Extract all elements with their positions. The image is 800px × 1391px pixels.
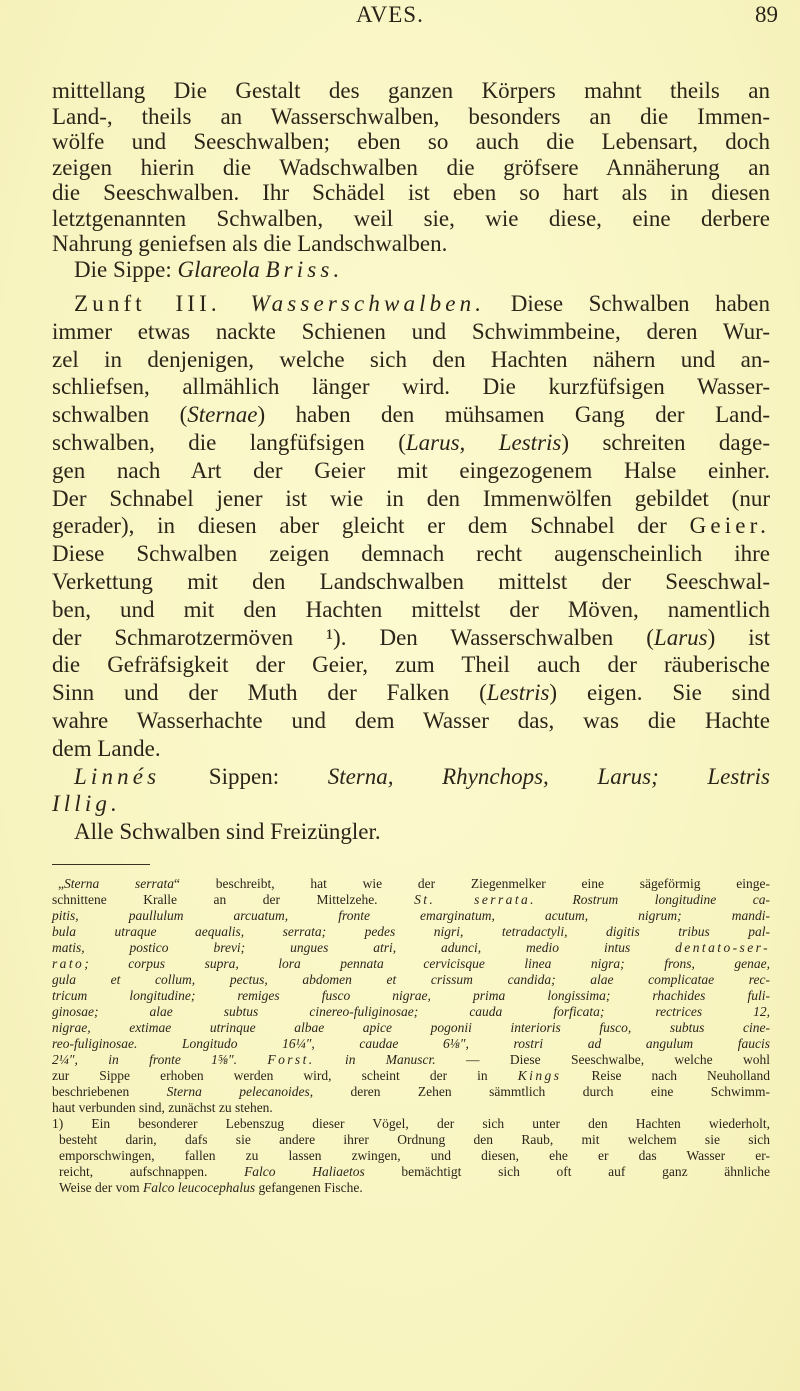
text-line (52, 129, 770, 155)
text-line (52, 180, 770, 206)
text-line (52, 104, 770, 130)
text-segment: Diese Schwalben haben (485, 291, 771, 316)
footnote-line (52, 908, 770, 924)
footnote-divider (52, 864, 150, 865)
italic-text: Falco Haliaetos (244, 1164, 365, 1179)
italic-text: ginosae; alae subtus cinereo-fuliginosae; cauda forficata; rectrices 12, (52, 1004, 770, 1019)
text-segment: ) haben den mühsamen Gang der Land- (257, 402, 770, 428)
text-line (52, 457, 770, 485)
text-segment: die Gefräfsigkeit der Geier, zum Theil auch der räuberische (52, 652, 770, 678)
text-line (52, 763, 770, 791)
text-segment: — Diese Seeschwalbe, welche wohl (435, 1052, 770, 1067)
italic-text: gula et collum, pectus, abdomen et crissum candida; alae complicatae rec- (52, 972, 770, 987)
italic-text: Lestris (486, 680, 550, 706)
text-line (52, 206, 770, 232)
text-line (52, 540, 770, 568)
text-segment: schnittene Kralle an der Mittelzehe. (52, 892, 415, 907)
text-segment: 1) Ein besonderer Lebenszug dieser Vögel, der sich unter den Hachten wiederholt, (52, 1116, 770, 1131)
italic-text: Linnés (74, 763, 161, 789)
italic-text: St. serrata. (414, 892, 536, 907)
footnote-line (52, 940, 770, 956)
text-segment: Weise der vom (59, 1180, 144, 1195)
text-segment: Land-, theils an Wasserschwalben, besonders an die Immen- (52, 103, 770, 129)
text-line (52, 373, 770, 401)
footnote-line (52, 1004, 770, 1020)
italic-text: pitis, paullulum arcuatum, fronte emarginatum, acutum, nigrum; mandi- (52, 908, 770, 923)
text-segment: , deren Zehen sämmtlich durch eine Schwimm- (309, 1084, 770, 1099)
footnote-line (52, 1164, 770, 1180)
italic-text: Kings (517, 1068, 562, 1083)
italic-text: in Manuscr. (314, 1052, 436, 1067)
main-text-paragraph-1 (52, 78, 770, 282)
italic-text: nigrae, extimae utrinque albae apice pogonii interioris fusco, subtus cine- (52, 1020, 770, 1035)
text-segment: letztgenannten Schwalben, weil sie, wie diese, eine derbere (52, 205, 770, 231)
text-line (52, 257, 770, 283)
italic-text: Glareola (177, 256, 266, 282)
spaced-text: Geier. (689, 513, 770, 539)
text-line (52, 735, 770, 763)
footnote-line (52, 892, 770, 908)
footnote-line (52, 1068, 770, 1084)
text-line (52, 624, 770, 652)
text-segment: ) ist (707, 624, 771, 650)
italic-text: dentato-ser- (675, 940, 770, 955)
text-line (52, 318, 770, 346)
text-segment: ) schreiten dage- (561, 429, 770, 455)
text-segment: schwalben, die langfüfsigen ( (52, 429, 406, 455)
footnote-line (52, 972, 770, 988)
text-segment: Der Schnabel jener ist wie in den Immenwölfen gebildet (nur (52, 485, 770, 511)
footnote-line (52, 1084, 770, 1100)
text-segment: zel in denjenigen, welche sich den Hachten nähern und an- (52, 346, 770, 372)
italic-text: rato (52, 956, 85, 971)
italic-text: Sterna, Rhynchops, Larus; Lestris (327, 763, 771, 789)
text-line (52, 78, 770, 104)
text-segment: „ (58, 876, 64, 891)
text-segment: gen nach Art der Geier mit eingezogenem Halse einher. (52, 457, 770, 483)
text-line (52, 679, 770, 707)
italic-text: Illig. (52, 791, 121, 817)
text-line (52, 231, 770, 257)
italic-text: Larus, Lestris (405, 429, 562, 455)
text-segment: schwalben ( (52, 402, 188, 428)
text-segment: haut verbunden sind, zunächst zu stehen. (52, 1100, 273, 1115)
text-line (52, 512, 770, 540)
footnote-line (52, 956, 770, 972)
text-segment: Diese Schwalben zeigen demnach recht augenscheinlich ihre (52, 541, 770, 567)
text-segment: die Seeschwalben. Ihr Schädel ist eben so hart als in diesen (52, 180, 770, 205)
footnotes (52, 876, 770, 1196)
italic-text: Forst. (267, 1052, 315, 1067)
text-segment: mittellang Die Gestalt des ganzen Körpers mahnt theils an (52, 78, 770, 103)
italic-text: Falco leucocephalus (143, 1180, 256, 1195)
footnote-line (52, 1180, 770, 1196)
text-segment: Nahrung geniefsen als die Landschwalben. (52, 231, 448, 256)
text-segment: Sippen: (160, 763, 328, 789)
text-segment: wölfe und Seeschwalben; eben so auch die Lebensart, doch (52, 129, 770, 154)
text-line (52, 290, 770, 318)
footnote-line (52, 1132, 770, 1148)
footnote-line (52, 1100, 770, 1116)
text-segment: reicht, aufschnappen. (59, 1164, 245, 1179)
text-segment: gerader), in diesen aber gleicht er dem Schnabel der (52, 513, 690, 539)
italic-text: Sternae (187, 402, 258, 428)
italic-text: Sterna serrata (64, 876, 175, 891)
text-segment: immer etwas nackte Schienen und Schwimmbeine, deren Wur- (52, 318, 770, 344)
text-line (52, 401, 770, 429)
text-segment: bemächtigt sich oft auf ganz ähnliche (364, 1164, 770, 1179)
text-segment: Sinn und der Muth der Falken ( (52, 680, 487, 706)
text-segment: gefangenen Fische. (255, 1180, 363, 1195)
text-segment: zur Sippe erhoben werden wird, scheint der in (52, 1068, 518, 1083)
italic-text: reo-fuliginosae. Longitudo 16¼″, caudae 6⅛″, rostri ad angulum faucis (52, 1036, 770, 1051)
text-line (52, 346, 770, 374)
text-segment: ben, und mit den Hachten mittelst der Möven, namentlich (52, 596, 770, 622)
running-title: AVES. (356, 2, 424, 27)
text-segment: besteht darin, dafs sie andere ihrer Ordnung den Raub, mit welchem sie sich (59, 1132, 770, 1147)
text-segment: Die Sippe: (74, 256, 178, 282)
main-text-paragraph-2 (52, 290, 770, 846)
footnote-line (52, 1036, 770, 1052)
text-segment: wahre Wasserhachte und dem Wasser das, was die Hachte (52, 707, 770, 733)
text-line (52, 596, 770, 624)
text-line (52, 429, 770, 457)
text-segment: der Schmarotzermöven ¹). Den Wasserschwalben ( (52, 624, 654, 650)
text-segment: dem Lande. (52, 735, 161, 761)
italic-text: ; corpus supra, lora pennata cervicisque linea nigra; frons, genae, (84, 956, 770, 971)
spaced-text: Zunft III. (74, 291, 251, 316)
footnote-line (52, 924, 770, 940)
italic-text: Sterna pelecanoides (166, 1084, 310, 1099)
text-line (52, 790, 770, 818)
text-segment: emporschwingen, fallen zu lassen zwingen, und diesen, ehe er das Wasser er- (59, 1148, 770, 1163)
text-segment: Reise nach Neuholland (561, 1068, 771, 1083)
text-line (52, 818, 770, 846)
text-line (52, 155, 770, 181)
text-segment: Alle Schwalben sind Freizüngler. (74, 819, 381, 845)
text-segment: “ beschreibt, hat wie der Ziegenmelker eine sägeförmig einge- (174, 876, 771, 891)
footnote-line (52, 1020, 770, 1036)
page-number: 89 (755, 2, 778, 27)
text-segment: ) eigen. Sie sind (549, 680, 770, 706)
italic-text: matis, postico brevi; ungues atri, adunci, medio intus (52, 940, 676, 955)
text-line (52, 651, 770, 679)
italic-text: 2¼″, in fronte 1⅝″. (52, 1052, 268, 1067)
footnote-line (52, 1052, 770, 1068)
text-segment: Verkettung mit den Landschwalben mittelst der Seeschwal- (52, 568, 770, 594)
footnote-line (52, 1148, 770, 1164)
footnote-line (52, 876, 770, 892)
text-line (52, 568, 770, 596)
italic-text: Rostrum longitudine ca- (535, 892, 770, 907)
text-segment: schliefsen, allmählich länger wird. Die kurzfüfsigen Wasser- (52, 374, 770, 400)
italic-text: Larus (653, 624, 708, 650)
italic-text: Wasserschwalben. (250, 291, 486, 316)
text-line (52, 485, 770, 513)
footnote-line (52, 988, 770, 1004)
italic-text: bula utraque aequalis, serrata; pedes nigri, tetradactyli, digitis tribus pal- (52, 924, 770, 939)
italic-text: Briss. (265, 256, 344, 282)
italic-text: tricum longitudine; remiges fusco nigrae, prima longissima; rhachides fuli- (52, 988, 770, 1003)
text-segment: zeigen hierin die Wadschwalben die gröfsere Annäherung an (52, 154, 770, 180)
text-segment: beschriebenen (52, 1084, 167, 1099)
footnote-line (52, 1116, 770, 1132)
text-line (52, 707, 770, 735)
